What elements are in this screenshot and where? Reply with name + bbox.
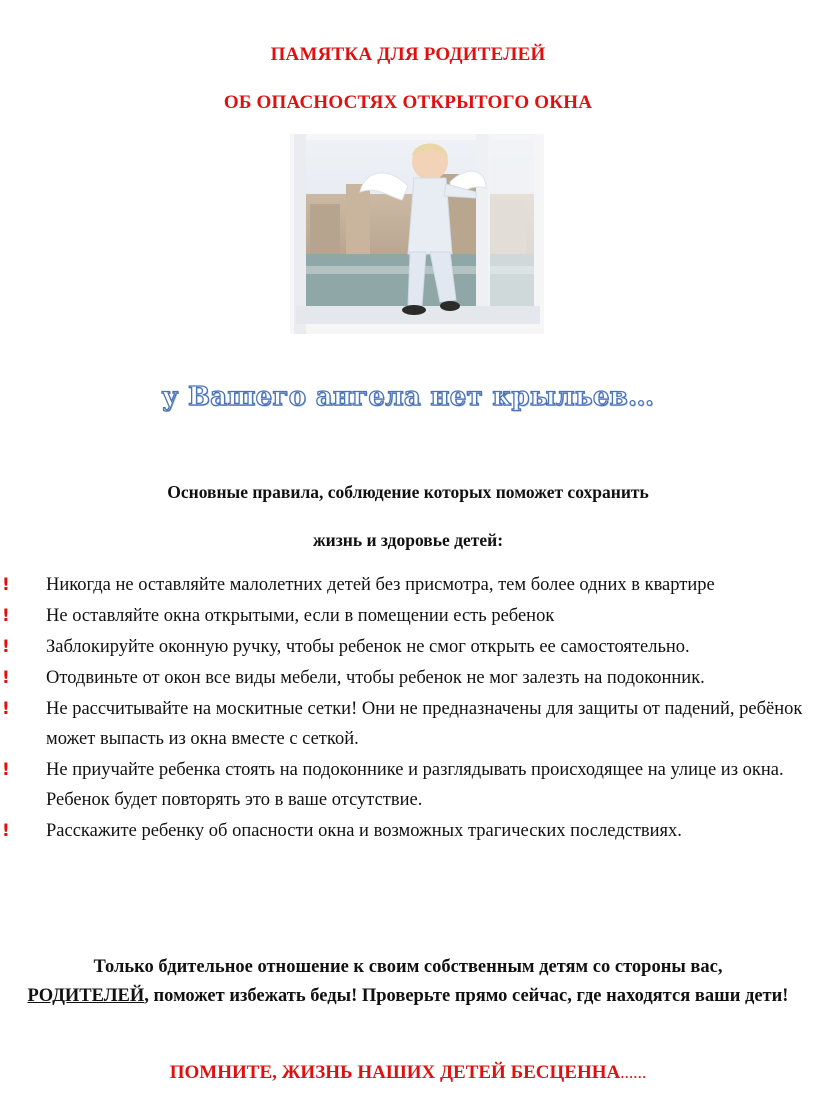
exclamation-icon: ! <box>2 821 10 841</box>
rules-list <box>0 570 816 847</box>
parents-emphasis: РОДИТЕЛЕЙ <box>27 986 145 1006</box>
child-at-window-image <box>290 134 544 334</box>
exclamation-icon: ! <box>2 760 10 780</box>
rule-text: Расскажите ребенку об опасности окна и возможных трагических последствиях. <box>46 821 682 841</box>
rule-item <box>0 755 816 815</box>
remember-text: ПОМНИТЕ, ЖИЗНЬ НАШИХ ДЕТЕЙ БЕСЦЕННА <box>169 1062 621 1083</box>
parents-warning <box>0 953 816 1011</box>
rule-item <box>0 632 816 662</box>
remember-footer <box>0 1062 816 1084</box>
warning-text-part2: , поможет избежать беды! Проверьте прямо сейчас, где находятся ваши дети! <box>144 986 789 1006</box>
rule-text: Отодвиньте от окон все виды мебели, чтобы ребенок не мог залезть на подоконник. <box>46 668 705 688</box>
exclamation-icon: ! <box>2 699 10 719</box>
rules-intro-line1: Основные правила, соблюдение которых поможет сохранить <box>167 482 649 502</box>
rule-item <box>0 694 816 754</box>
exclamation-icon: ! <box>2 668 10 688</box>
exclamation-icon: ! <box>2 575 10 595</box>
rules-intro-line2: жизнь и здоровье детей: <box>312 530 504 550</box>
rule-text: Заблокируйте оконную ручку, чтобы ребенок не смог открыть ее самостоятельно. <box>46 637 690 657</box>
child-angel-photo <box>290 134 544 334</box>
rule-text: Не приучайте ребенка стоять на подоконнике и разглядывать происходящее на улице из окна. Ребенок будет повторять это в ваше отсутствие. <box>46 760 784 810</box>
exclamation-icon: ! <box>2 637 10 657</box>
rule-item <box>0 570 816 600</box>
memo-subtitle: ОБ ОПАСНОСТЯХ ОТКРЫТОГО ОКНА <box>223 92 593 113</box>
rule-text: Не рассчитывайте на москитные сетки! Они не предназначены для защиты от падений, ребёнок может выпасть из окна вместе с сеткой. <box>46 699 803 749</box>
exclamation-icon: ! <box>2 606 10 626</box>
warning-text-part1: Только бдительное отношение к своим собственным детям со стороны вас, <box>93 957 723 977</box>
memo-title: ПАМЯТКА ДЛЯ РОДИТЕЛЕЙ <box>270 44 546 65</box>
rule-item <box>0 816 816 846</box>
angel-slogan: у Вашего ангела нет крыльев… <box>161 382 655 412</box>
rule-item <box>0 601 816 631</box>
rule-text: Не оставляйте окна открытыми, если в помещении есть ребенок <box>46 606 555 626</box>
remember-ellipsis: …… <box>620 1066 647 1081</box>
rule-item <box>0 663 816 693</box>
rule-text: Никогда не оставляйте малолетних детей без присмотра, тем более одних в квартире <box>46 575 715 595</box>
